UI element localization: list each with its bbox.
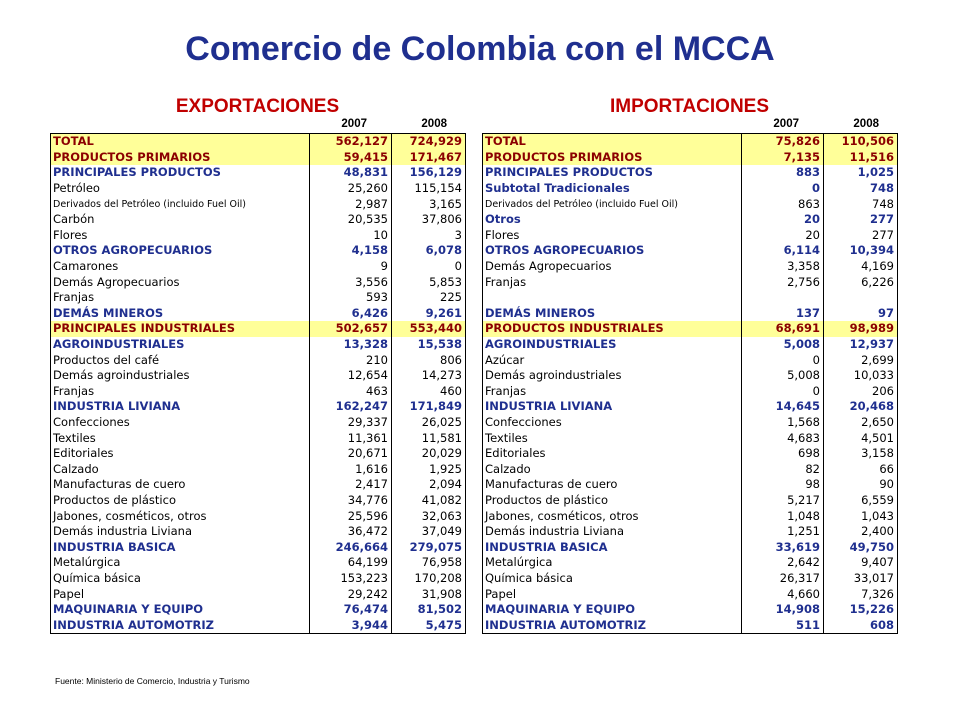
table-row	[51, 571, 466, 587]
row-label: INDUSTRIA BASICA	[51, 539, 310, 555]
table-row	[51, 477, 466, 493]
row-value-2008: 1,925	[392, 461, 466, 477]
imports-year-2007: 2007	[773, 118, 799, 130]
table-row	[483, 539, 898, 555]
table-row	[51, 508, 466, 524]
row-value-2008: 6,559	[824, 493, 898, 509]
row-label: Demás industria Liviana	[483, 524, 742, 540]
row-value-2008: 5,475	[392, 617, 466, 633]
row-label: Editoriales	[483, 446, 742, 462]
row-label: Manufacturas de cuero	[483, 477, 742, 493]
row-value-2008: 20,029	[392, 446, 466, 462]
row-label	[483, 290, 742, 306]
row-value-2007: 593	[310, 290, 392, 306]
row-value-2008: 553,440	[392, 321, 466, 337]
row-value-2008	[824, 290, 898, 306]
table-row	[51, 150, 466, 166]
exports-table-body	[51, 134, 466, 634]
row-value-2007: 3,944	[310, 617, 392, 633]
row-value-2007: 36,472	[310, 524, 392, 540]
row-label: TOTAL	[483, 134, 742, 150]
table-row	[51, 399, 466, 415]
row-value-2008: 156,129	[392, 165, 466, 181]
row-value-2007: 137	[742, 306, 824, 322]
row-value-2007: 511	[742, 617, 824, 633]
row-label: Petróleo	[51, 181, 310, 197]
row-label: Jabones, cosméticos, otros	[483, 508, 742, 524]
table-row	[51, 461, 466, 477]
row-value-2007: 3,358	[742, 259, 824, 275]
row-value-2008: 37,049	[392, 524, 466, 540]
imports-year-2008: 2008	[853, 118, 879, 130]
row-label: INDUSTRIA AUTOMOTRIZ	[483, 617, 742, 633]
table-row	[483, 165, 898, 181]
row-value-2008: 1,043	[824, 508, 898, 524]
row-value-2008: 98,989	[824, 321, 898, 337]
row-value-2008: 26,025	[392, 415, 466, 431]
table-row	[51, 321, 466, 337]
row-value-2008: 724,929	[392, 134, 466, 150]
row-value-2007: 59,415	[310, 150, 392, 166]
row-label: Flores	[51, 228, 310, 244]
row-label: Metalúrgica	[51, 555, 310, 571]
row-value-2008: 15,538	[392, 337, 466, 353]
imports-panel	[482, 96, 897, 634]
row-value-2008: 3	[392, 228, 466, 244]
row-value-2007: 1,048	[742, 508, 824, 524]
row-label: Otros	[483, 212, 742, 228]
exports-heading: EXPORTACIONES	[175, 96, 340, 117]
table-row	[51, 539, 466, 555]
row-value-2008: 460	[392, 384, 466, 400]
row-label: Derivados del Petróleo (incluido Fuel Oil)	[483, 196, 742, 212]
row-label: Química básica	[51, 571, 310, 587]
row-value-2007: 5,008	[742, 337, 824, 353]
row-label: PRODUCTOS PRIMARIOS	[483, 150, 742, 166]
table-row	[51, 259, 466, 275]
row-value-2007: 68,691	[742, 321, 824, 337]
row-value-2008: 6,226	[824, 274, 898, 290]
row-value-2007: 48,831	[310, 165, 392, 181]
row-value-2007: 3,556	[310, 274, 392, 290]
table-row	[483, 337, 898, 353]
row-value-2007: 20	[742, 228, 824, 244]
row-label: AGROINDUSTRIALES	[51, 337, 310, 353]
row-label: INDUSTRIA BASICA	[483, 539, 742, 555]
table-row	[51, 274, 466, 290]
row-value-2008: 5,853	[392, 274, 466, 290]
row-label: Metalúrgica	[483, 555, 742, 571]
table-row	[483, 228, 898, 244]
row-value-2008: 7,326	[824, 586, 898, 602]
table-row	[51, 228, 466, 244]
row-value-2007: 1,568	[742, 415, 824, 431]
table-row	[483, 617, 898, 633]
row-value-2007: 29,242	[310, 586, 392, 602]
row-value-2007: 9	[310, 259, 392, 275]
row-label: INDUSTRIA LIVIANA	[51, 399, 310, 415]
row-value-2007: 162,247	[310, 399, 392, 415]
table-row	[51, 617, 466, 633]
row-value-2007: 76,474	[310, 602, 392, 618]
row-label: AGROINDUSTRIALES	[483, 337, 742, 353]
row-label: Derivados del Petróleo (incluido Fuel Oil)	[51, 196, 310, 212]
row-label: Camarones	[51, 259, 310, 275]
table-row	[483, 212, 898, 228]
row-value-2007: 1,251	[742, 524, 824, 540]
imports-table-body	[483, 134, 898, 634]
row-label: Franjas	[51, 384, 310, 400]
table-row	[483, 368, 898, 384]
table-row	[483, 352, 898, 368]
row-value-2007	[742, 290, 824, 306]
row-value-2007: 502,657	[310, 321, 392, 337]
row-label: DEMÁS MINEROS	[483, 306, 742, 322]
row-label: Productos del café	[51, 352, 310, 368]
row-value-2008: 14,273	[392, 368, 466, 384]
row-value-2008: 171,849	[392, 399, 466, 415]
table-row	[51, 134, 466, 150]
row-value-2007: 13,328	[310, 337, 392, 353]
table-row	[51, 415, 466, 431]
row-value-2008: 170,208	[392, 571, 466, 587]
row-label: Franjas	[51, 290, 310, 306]
row-label: MAQUINARIA Y EQUIPO	[51, 602, 310, 618]
row-label: Flores	[483, 228, 742, 244]
row-value-2008: 4,501	[824, 430, 898, 446]
table-row	[51, 384, 466, 400]
row-label: Textiles	[51, 430, 310, 446]
page-title: Comercio de Colombia con el MCCA	[185, 30, 775, 68]
row-value-2008: 225	[392, 290, 466, 306]
row-value-2007: 25,260	[310, 181, 392, 197]
row-value-2007: 210	[310, 352, 392, 368]
row-value-2007: 883	[742, 165, 824, 181]
table-row	[483, 181, 898, 197]
row-value-2007: 26,317	[742, 571, 824, 587]
row-label: Demás agroindustriales	[483, 368, 742, 384]
table-row	[483, 384, 898, 400]
table-row	[483, 399, 898, 415]
row-value-2008: 90	[824, 477, 898, 493]
row-value-2008: 12,937	[824, 337, 898, 353]
row-value-2008: 10,394	[824, 243, 898, 259]
table-row	[51, 430, 466, 446]
row-value-2007: 5,008	[742, 368, 824, 384]
table-row	[483, 196, 898, 212]
row-value-2008: 748	[824, 181, 898, 197]
row-value-2008: 11,516	[824, 150, 898, 166]
table-row	[51, 368, 466, 384]
row-label: Franjas	[483, 384, 742, 400]
table-row	[51, 446, 466, 462]
row-label: PRINCIPALES PRODUCTOS	[483, 165, 742, 181]
row-value-2007: 463	[310, 384, 392, 400]
row-label: PRODUCTOS INDUSTRIALES	[483, 321, 742, 337]
table-row	[51, 181, 466, 197]
row-value-2007: 2,642	[742, 555, 824, 571]
row-value-2008: 20,468	[824, 399, 898, 415]
table-row	[483, 446, 898, 462]
row-value-2007: 5,217	[742, 493, 824, 509]
table-row	[483, 415, 898, 431]
table-row	[51, 493, 466, 509]
row-value-2007: 33,619	[742, 539, 824, 555]
table-row	[51, 290, 466, 306]
row-label: Franjas	[483, 274, 742, 290]
row-value-2008: 11,581	[392, 430, 466, 446]
row-value-2008: 2,650	[824, 415, 898, 431]
row-label: Textiles	[483, 430, 742, 446]
table-row	[483, 290, 898, 306]
row-value-2007: 562,127	[310, 134, 392, 150]
row-label: Manufacturas de cuero	[51, 477, 310, 493]
imports-table	[482, 133, 898, 634]
imports-heading: IMPORTACIONES	[609, 96, 770, 117]
row-label: Azúcar	[483, 352, 742, 368]
row-value-2007: 75,826	[742, 134, 824, 150]
table-row	[51, 212, 466, 228]
row-value-2007: 863	[742, 196, 824, 212]
row-value-2007: 7,135	[742, 150, 824, 166]
row-label: Productos de plástico	[51, 493, 310, 509]
row-label: MAQUINARIA Y EQUIPO	[483, 602, 742, 618]
row-label: PRODUCTOS PRIMARIOS	[51, 150, 310, 166]
exports-year-header	[50, 118, 465, 133]
row-value-2008: 32,063	[392, 508, 466, 524]
row-value-2007: 2,756	[742, 274, 824, 290]
row-value-2008: 33,017	[824, 571, 898, 587]
row-value-2008: 2,094	[392, 477, 466, 493]
row-value-2007: 82	[742, 461, 824, 477]
row-value-2007: 1,616	[310, 461, 392, 477]
row-value-2007: 12,654	[310, 368, 392, 384]
row-label: Demás Agropecuarios	[483, 259, 742, 275]
row-value-2007: 14,908	[742, 602, 824, 618]
row-value-2008: 41,082	[392, 493, 466, 509]
table-row	[483, 586, 898, 602]
row-label: INDUSTRIA AUTOMOTRIZ	[51, 617, 310, 633]
row-value-2008: 3,165	[392, 196, 466, 212]
row-label: DEMÁS MINEROS	[51, 306, 310, 322]
row-value-2008: 748	[824, 196, 898, 212]
row-label: Demás industria Liviana	[51, 524, 310, 540]
table-row	[51, 586, 466, 602]
table-row	[483, 150, 898, 166]
table-row	[51, 602, 466, 618]
row-value-2008: 2,699	[824, 352, 898, 368]
row-label: PRINCIPALES INDUSTRIALES	[51, 321, 310, 337]
row-label: Calzado	[483, 461, 742, 477]
table-row	[483, 508, 898, 524]
row-label: PRINCIPALES PRODUCTOS	[51, 165, 310, 181]
row-value-2007: 4,683	[742, 430, 824, 446]
row-value-2007: 153,223	[310, 571, 392, 587]
table-row	[483, 602, 898, 618]
source-note: Fuente: Ministerio de Comercio, Industria y Turismo	[55, 676, 250, 686]
row-value-2007: 10	[310, 228, 392, 244]
row-label: TOTAL	[51, 134, 310, 150]
row-value-2008: 171,467	[392, 150, 466, 166]
row-value-2007: 20,671	[310, 446, 392, 462]
row-value-2007: 25,596	[310, 508, 392, 524]
row-value-2007: 4,660	[742, 586, 824, 602]
row-value-2007: 246,664	[310, 539, 392, 555]
row-label: Papel	[51, 586, 310, 602]
table-row	[483, 430, 898, 446]
row-value-2008: 49,750	[824, 539, 898, 555]
row-value-2008: 76,958	[392, 555, 466, 571]
row-value-2007: 2,417	[310, 477, 392, 493]
table-row	[483, 477, 898, 493]
table-row	[483, 493, 898, 509]
row-label: Demás Agropecuarios	[51, 274, 310, 290]
row-value-2007: 29,337	[310, 415, 392, 431]
row-value-2008: 806	[392, 352, 466, 368]
row-value-2007: 14,645	[742, 399, 824, 415]
row-value-2008: 2,400	[824, 524, 898, 540]
table-row	[483, 321, 898, 337]
row-label: Demás agroindustriales	[51, 368, 310, 384]
row-value-2008: 31,908	[392, 586, 466, 602]
exports-table	[50, 133, 466, 634]
table-row	[483, 555, 898, 571]
table-row	[483, 243, 898, 259]
row-value-2008: 81,502	[392, 602, 466, 618]
row-value-2008: 277	[824, 212, 898, 228]
row-value-2008: 1,025	[824, 165, 898, 181]
row-value-2008: 15,226	[824, 602, 898, 618]
table-row	[51, 555, 466, 571]
row-value-2008: 279,075	[392, 539, 466, 555]
exports-year-2008: 2008	[421, 118, 447, 130]
row-label: Editoriales	[51, 446, 310, 462]
row-value-2007: 20	[742, 212, 824, 228]
imports-year-header	[482, 118, 897, 133]
row-value-2007: 0	[742, 384, 824, 400]
row-value-2007: 20,535	[310, 212, 392, 228]
row-value-2007: 6,114	[742, 243, 824, 259]
row-label: Papel	[483, 586, 742, 602]
table-row	[51, 243, 466, 259]
table-row	[483, 134, 898, 150]
row-value-2008: 115,154	[392, 181, 466, 197]
exports-year-2007: 2007	[341, 118, 367, 130]
table-row	[483, 461, 898, 477]
row-label: Productos de plástico	[483, 493, 742, 509]
row-value-2008: 9,261	[392, 306, 466, 322]
table-row	[483, 571, 898, 587]
table-row	[483, 306, 898, 322]
exports-panel	[50, 96, 465, 634]
row-value-2007: 2,987	[310, 196, 392, 212]
table-row	[51, 165, 466, 181]
row-label: OTROS AGROPECUARIOS	[483, 243, 742, 259]
table-row	[483, 274, 898, 290]
row-value-2008: 0	[392, 259, 466, 275]
row-value-2008: 4,169	[824, 259, 898, 275]
row-value-2007: 64,199	[310, 555, 392, 571]
row-value-2008: 277	[824, 228, 898, 244]
row-value-2007: 34,776	[310, 493, 392, 509]
table-row	[51, 337, 466, 353]
row-label: Jabones, cosméticos, otros	[51, 508, 310, 524]
row-value-2007: 698	[742, 446, 824, 462]
table-row	[483, 259, 898, 275]
table-row	[51, 352, 466, 368]
row-value-2008: 97	[824, 306, 898, 322]
table-row	[51, 196, 466, 212]
table-row	[51, 524, 466, 540]
row-label: Confecciones	[483, 415, 742, 431]
row-label: INDUSTRIA LIVIANA	[483, 399, 742, 415]
row-value-2008: 9,407	[824, 555, 898, 571]
row-label: Carbón	[51, 212, 310, 228]
row-value-2008: 608	[824, 617, 898, 633]
table-row	[483, 524, 898, 540]
row-value-2008: 37,806	[392, 212, 466, 228]
row-value-2008: 110,506	[824, 134, 898, 150]
row-value-2007: 11,361	[310, 430, 392, 446]
row-value-2007: 0	[742, 352, 824, 368]
row-label: Confecciones	[51, 415, 310, 431]
row-label: Calzado	[51, 461, 310, 477]
row-value-2007: 4,158	[310, 243, 392, 259]
row-value-2008: 66	[824, 461, 898, 477]
row-value-2008: 6,078	[392, 243, 466, 259]
row-value-2008: 206	[824, 384, 898, 400]
row-value-2008: 3,158	[824, 446, 898, 462]
row-label: Química básica	[483, 571, 742, 587]
row-value-2007: 98	[742, 477, 824, 493]
table-row	[51, 306, 466, 322]
row-label: Subtotal Tradicionales	[483, 181, 742, 197]
row-value-2008: 10,033	[824, 368, 898, 384]
row-value-2007: 0	[742, 181, 824, 197]
row-label: OTROS AGROPECUARIOS	[51, 243, 310, 259]
row-value-2007: 6,426	[310, 306, 392, 322]
